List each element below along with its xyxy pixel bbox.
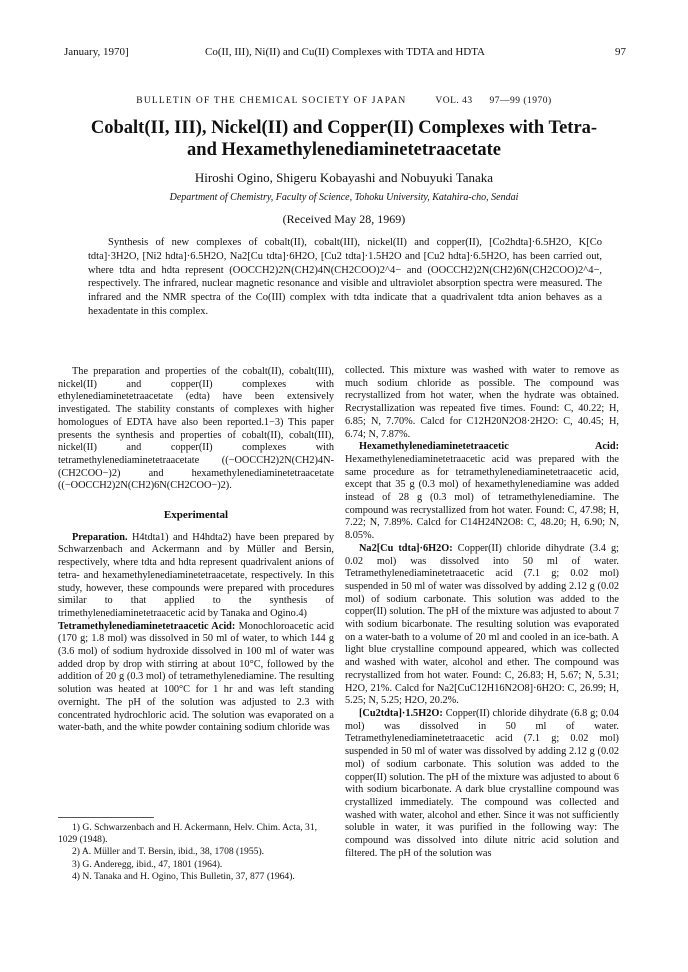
na2-cu-tdta-runin: Na2[Cu tdta]·6H2O: <box>359 542 453 554</box>
tmda-text: Monochloroacetic acid (170 g; 1.8 mol) was dissolved in 50 ml of water, to which 144 g (3.6 mol) of sodium hydroxide dissolved in 100 ml of water was added drop by drop with stirring at about 10°C, followed by the addition of 20 g (0.3 mol) of tetramethylenediamine. The resulting solution was heated at 100°C for 1 hr and was left standing overnight. The pH of the solution was adjusted to 2.3 with concentrated hydrochloric acid. The solution was evaporated on a water-bath, and the white powder containing sodium chloride was <box>58 620 334 734</box>
na2-cu-tdta-text: Copper(II) chloride dihydrate (3.4 g; 0.02 mol) was dissolved into 50 ml of water. Tetramethylenediaminetetraacetic acid (7.1 g; 0.02 mol) suspended in 50 ml of water was dissolved by adding 2.12 g (0.02 mol) of sodium carbonate. This solution was added to the copper(II) solution. The pH of the mixture was adjusted to about 7 with sodium bicarbonate. The resulting solution was evaporated on a water-bath to a volume of 20 ml and cooled in an ice-bath. A light blue crystalline compound appeared, which was collected and washed with water, alcohol and ether. The compound was recrystallized from hot water. Found: C, 26.83; H, 5.67; N, 5.31; H2O, 21%. Calcd for Na2[CuC12H16N2O8]·6H2O: C, 26.99; H, 5.25; N, 5.25; H2O, 20.2%. <box>345 542 619 707</box>
continuation-paragraph: collected. This mixture was washed with water to remove as much sodium chloride as possible. The compound was recrystallized from hot water, when the hydrate was obtained. Recrystallization was repeated five times. Found: C, 40.22; H, 6.85; N, 7.70%. Calcd for C12H20N2O8·2H2O: C, 40.45; H, 6.74; N, 7.87%. <box>345 365 619 440</box>
received-date: (Received May 28, 1969) <box>282 212 406 226</box>
footnote-2: 2) A. Müller and T. Bersin, ibid., 38, 1708 (1955). <box>72 846 265 858</box>
journal-citation-line <box>0 96 688 106</box>
preparation-paragraph <box>58 532 334 621</box>
journal-pages-year: 97—99 (1970) <box>489 96 552 106</box>
journal-name: BULLETIN OF THE CHEMICAL SOCIETY OF JAPAN <box>136 96 407 106</box>
running-head-title: Co(II, III), Ni(II) and Cu(II) Complexes with TDTA and HDTA <box>205 46 485 58</box>
hmda-paragraph <box>345 441 619 543</box>
hmda-text: Hexamethylenediaminetetraacetic acid was prepared with the same procedure as for tetramethylenediaminetetraacetic acid, except that 35 g (0.3 mol) of hexamethylenediamine was added instead of 28 g (0.3 mol) of tetramethylenediamine. The compound was recrystallized from hot water. Found: C, 47.98; H, 7.22; N, 7.89%. Calcd for C14H24N2O8: C, 48.20; H, 6.90; N, 8.05%. <box>345 453 619 542</box>
abstract-text: Synthesis of new complexes of cobalt(II), cobalt(III), nickel(II) and copper(II), [Co2hdta]·6.5H2O, K[Co tdta]·3H2O, [Ni2 hdta]·6.5H2O, Na2[Cu tdta]·6H2O, [Cu2 tdta]·1.5H2O and [Cu2 hdta]·6.5H2O, has been carried out, where tdta and hdta represent (OOCCH2)2N(CH2)4N(CH2COO)2^4− and (OOCCH2)2N(CH2)6N(CH2COO)2^4−, respectively. The infrared, nuclear magnetic resonance and visible and ultraviolet absorption spectra were measured. The infrared and the NMR spectra of the Co(III) complex with tdta indicate that a quadrivalent tdta anion behaves as a hexadentate in this complex. <box>88 237 602 317</box>
article-authors: Hiroshi Ogino, Shigeru Kobayashi and Nobuyuki Tanaka <box>194 170 494 185</box>
experimental-heading: Experimental <box>163 509 229 522</box>
article-title: Cobalt(II, III), Nickel(II) and Copper(II) Complexes with Tetra- and Hexamethylenediaminetetraacetate <box>90 118 598 160</box>
footnote-divider <box>58 817 154 818</box>
running-head <box>64 46 626 62</box>
footnote-4: 4) N. Tanaka and H. Ogino, This Bulletin, 37, 877 (1964). <box>72 870 295 882</box>
tmda-runin: Tetramethylenediaminetetraacetic Acid: <box>58 620 236 632</box>
footnote-3: 3) G. Anderegg, ibid., 47, 1801 (1964). <box>72 858 223 870</box>
footnotes <box>58 822 334 883</box>
footnote-1: 1) G. Schwarzenbach and H. Ackermann, Helv. Chim. Acta, 31, 1029 (1948). <box>58 822 318 846</box>
hmda-runin: Hexamethylenediaminetetraacetic Acid: <box>359 441 619 453</box>
cu2-tdta-paragraph <box>345 708 619 860</box>
right-column <box>345 365 619 860</box>
abstract <box>88 236 602 319</box>
left-column <box>58 366 334 735</box>
preparation-text: H4tdta1) and H4hdta2) have been prepared by Schwarzenbach and Ackermann and by Müller and Bersin, respectively, where tdta and hdta represent quadrivalent anions of tetra- and hexamethylenediaminetetraacetate, respectively. In this study, however, these compounds were prepared with procedures similar to that applied to the synthesis of trimethylenediaminetetraacetic acid by Tanaka and Ogino.4) <box>58 531 334 619</box>
journal-volume: VOL. 43 <box>435 96 473 106</box>
running-head-date: January, 1970] <box>64 46 129 58</box>
preparation-runin: Preparation. <box>72 531 128 543</box>
cu2-tdta-text: Copper(II) chloride dihydrate (6.8 g; 0.04 mol) was dissolved in 50 ml of water. Tetramethylenediaminetetraacetic acid (7.1 g; 0.02 mol) suspended in 50 ml of water was dissolved by adding 2.12 g (0.02 mol) of sodium carbonate. This solution was added to the copper(II) solution. The pH of the mixture was adjusted to about 6 with sodium bicarbonate. A dark blue crystalline compound was crystallized immediately. The compound was collected and washed with water, alcohol and ether. Since it was not sufficiently soluble in water, it was purified in the following way: The compound was dissolved into dilute nitric acid solution and filtered. The pH of the solution was <box>345 707 619 859</box>
author-affiliation: Department of Chemistry, Faculty of Science, Tohoku University, Katahira-cho, Sendai <box>169 192 519 203</box>
tmda-paragraph <box>58 621 334 735</box>
cu2-tdta-runin: [Cu2tdta]·1.5H2O: <box>359 707 443 719</box>
intro-paragraph: The preparation and properties of the cobalt(II), cobalt(III), nickel(II) and copper(II) complexes with ethylenediaminetetraacetate (edta) have been extensively investigated. The stability constants of complexes with higher homologues of EDTA have also been reported.1−3) This paper presents the synthesis and properties of cobalt(II), cobalt(III), nickel(II) and copper(II) complexes with tetramethylenediaminetetraacetate ((−OOCCH2)2N(CH2)4N-(CH2COO−)2) and hexamethylenediaminetetraacetate ((−OOCCH2)2N(CH2)6N(CH2COO−)2). <box>58 366 334 492</box>
na2-cu-tdta-paragraph <box>345 543 619 708</box>
page-number: 97 <box>615 46 626 58</box>
